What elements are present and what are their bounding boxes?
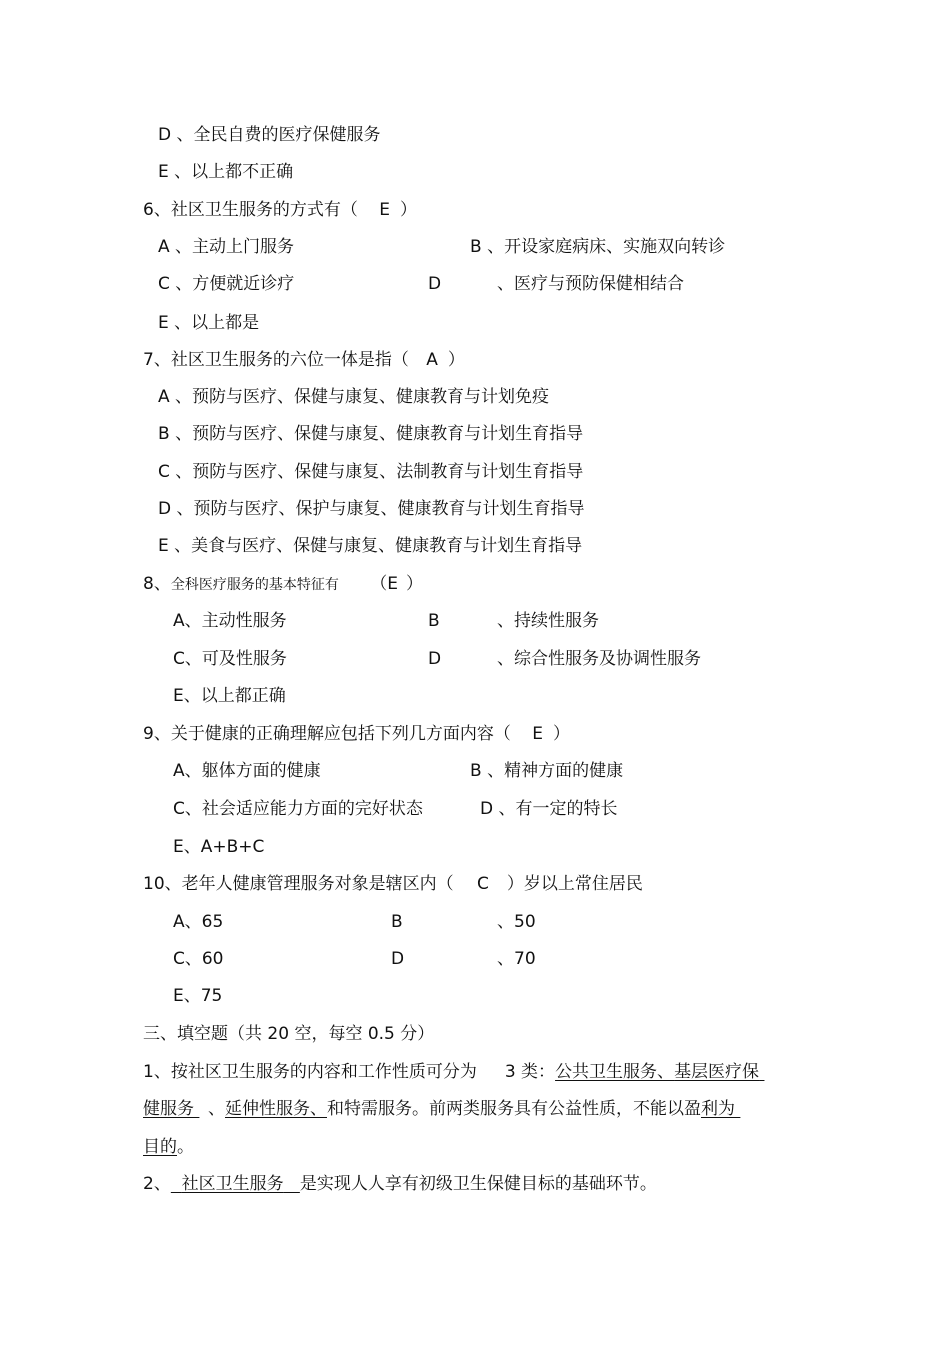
q10-option-e: E、75 — [173, 986, 223, 1006]
q8-option-d-text: 、综合性服务及协调性服务 — [497, 649, 701, 669]
q7-option-c: C 、预防与医疗、保健与康复、法制教育与计划生育指导 — [158, 462, 584, 482]
q10-option-a: A、65 — [173, 912, 224, 932]
fill1-prefix: 1、按社区卫生服务的内容和工作性质可分为 — [143, 1062, 477, 1082]
q9-close: ） — [552, 724, 570, 744]
fill1-answer-2b: 健服务 — [143, 1099, 194, 1119]
fill1-answer-4a: 利为 — [701, 1099, 735, 1119]
q8-close: ） — [405, 574, 423, 594]
q8-number: 8、 — [143, 574, 171, 594]
fill1-count: 3 类： — [504, 1062, 556, 1082]
q8-option-a: A、主动性服务 — [173, 611, 287, 631]
q6-option-c: C 、方便就近诊疗 — [158, 274, 295, 294]
q6-option-b: B 、开设家庭病床、实施双向转诊 — [470, 237, 726, 257]
q10-stem — [143, 873, 643, 895]
fill1-separator: 、 — [208, 1099, 225, 1119]
q7-option-b: B 、预防与医疗、保健与康复、健康教育与计划生育指导 — [158, 424, 584, 444]
q10-option-c: C、60 — [173, 949, 224, 969]
q6-option-a: A 、主动上门服务 — [158, 237, 295, 257]
q7-option-d: D 、预防与医疗、保护与康复、健康教育与计划生育指导 — [158, 499, 585, 519]
q9-option-d: D 、有一定的特长 — [480, 799, 618, 819]
q10-option-d-letter: D — [391, 949, 405, 969]
q8-stem — [143, 573, 423, 596]
q6-answer: E — [379, 200, 390, 220]
q7-stem — [143, 349, 465, 371]
q8-open: （ — [370, 574, 388, 594]
fill1-line3 — [143, 1136, 194, 1158]
section-3-title: 三、填空题（共 20 空，每空 0.5 分） — [143, 1024, 435, 1044]
q8-stem-text: 全科医疗服务的基本特征有 — [170, 577, 339, 593]
q10-option-b-letter: B — [391, 912, 403, 932]
q10-tail: ）岁以上常住居民 — [506, 874, 643, 894]
fill1-middle: 和特需服务。前两类服务具有公益性质，不能以盈 — [327, 1099, 701, 1119]
q6-option-d-letter: D — [428, 274, 442, 294]
q6-option-d-text: 、医疗与预防保健相结合 — [497, 274, 684, 294]
q5-option-e: E 、以上都不正确 — [158, 162, 294, 182]
fill1-line2 — [143, 1098, 775, 1120]
fill1-answer-2a: 基层医疗保 — [674, 1062, 760, 1082]
q6-close: ） — [399, 200, 417, 220]
q7-stem-text: 7、社区卫生服务的六位一体是指（ — [143, 350, 409, 370]
q9-stem-text: 9、关于健康的正确理解应包括下列几方面内容（ — [143, 724, 511, 744]
q8-option-b-text: 、持续性服务 — [497, 611, 599, 631]
fill1-answer-1: 公共卫生服务、 — [555, 1062, 675, 1082]
fill2-answer — [171, 1174, 300, 1194]
q6-option-e: E 、以上都是 — [158, 313, 260, 333]
q9-answer: E — [532, 724, 543, 744]
q8-option-d-letter: D — [428, 649, 442, 669]
fill2-number: 2、 — [143, 1174, 171, 1194]
fill2-rest: 是实现人人享有初级卫生保健目标的基础环节。 — [299, 1174, 657, 1194]
q5-option-d: D 、全民自费的医疗保健服务 — [158, 125, 381, 145]
q9-option-c: C、社会适应能力方面的完好状态 — [173, 799, 423, 819]
q7-answer: A — [426, 350, 438, 370]
q8-answer: E — [387, 574, 398, 594]
q10-answer: C — [477, 874, 489, 894]
fill1-answer-3: 延伸性服务、 — [225, 1099, 327, 1119]
q8-option-b-letter: B — [428, 611, 440, 631]
q9-option-a: A、躯体方面的健康 — [173, 761, 321, 781]
fill2-answer-text: 社区卫生服务 — [181, 1174, 284, 1194]
q10-option-d-text: 、70 — [497, 949, 536, 969]
q10-stem-text: 10、老年人健康管理服务对象是辖区内（ — [143, 874, 454, 894]
q8-option-e: E、以上都正确 — [173, 686, 286, 706]
fill1-line1 — [143, 1061, 775, 1083]
q9-option-b: B 、精神方面的健康 — [470, 761, 624, 781]
q7-option-a: A 、预防与医疗、保健与康复、健康教育与计划免疫 — [158, 387, 550, 407]
q10-option-b-text: 、50 — [497, 912, 536, 932]
q7-close: ） — [447, 350, 465, 370]
fill1-end: 。 — [177, 1137, 194, 1157]
q7-option-e: E 、美食与医疗、保健与康复、健康教育与计划生育指导 — [158, 536, 583, 556]
fill2-line — [143, 1173, 657, 1195]
q8-option-c: C、可及性服务 — [173, 649, 287, 669]
q6-stem-text: 6、社区卫生服务的方式有（ — [143, 200, 358, 220]
fill1-answer-4b: 目的 — [143, 1137, 177, 1157]
q9-stem — [143, 723, 570, 745]
q9-option-e: E、A+B+C — [173, 837, 265, 857]
q6-stem — [143, 199, 417, 221]
